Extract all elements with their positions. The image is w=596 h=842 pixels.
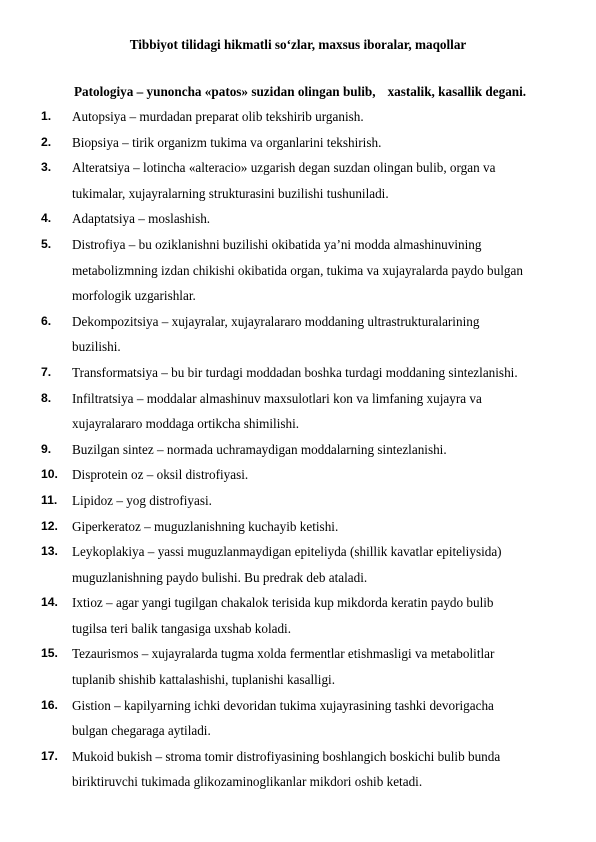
list-item [0,488,596,514]
list-item [0,514,596,540]
list-item-text-line: tugilsa teri balik tangasiga uxshab koladi. [72,620,292,636]
list-item-number: 16. [41,697,58,712]
list-item [0,539,596,590]
document-title: Tibbiyot tilidagi hikmatli so‘zlar, maxsus iboralar, maqollar [129,37,467,52]
list-item-text-line: biriktiruvchi tukimada glikozaminoglikanlar mikdori oshib ketadi. [72,774,423,790]
list-item [0,104,596,130]
list-item [0,360,596,386]
subtitle-part-1: Patologiya – yunoncha «patos» suzidan olingan bulib, [74,84,376,99]
list-item [0,744,596,795]
list-item-number: 17. [41,748,58,763]
document-subtitle [74,84,526,100]
list-item [0,693,596,744]
list-item-number: 3. [41,160,52,175]
list-item [0,232,596,309]
list-item-text-line: Giperkeratoz – muguzlanishning kuchayib ketishi. [72,518,339,534]
list-item [0,590,596,641]
list-item-number: 15. [41,646,58,661]
list-item-number: 10. [41,467,58,482]
list-item-text-line: muguzlanishning paydo bulishi. Bu predrak deb ataladi. [72,569,368,585]
list-item-text-line: Gistion – kapilyarning ichki devoridan tukima xujayrasining tashki devorigacha [72,697,494,713]
list-item-text-line: Infiltratsiya – moddalar almashinuv maxsulotlari kon va limfaning xujayra va [72,390,482,406]
list-item [0,386,596,437]
list-item [0,462,596,488]
list-item-number: 11. [41,492,58,507]
list-item-text-line: Buzilgan sintez – normada uchramaydigan moddalarning sintezlanishi. [72,441,447,457]
list-item-number: 13. [41,544,58,559]
list-item-text-line: Leykoplakiya – yassi muguzlanmaydigan epiteliyda (shillik kavatlar epiteliysida) [72,544,502,560]
list-item-text-line: metabolizmning izdan chikishi okibatida organ, tukima va xujayralarda paydo bulgan [72,262,523,278]
list-item [0,206,596,232]
list-item [0,130,596,156]
list-item-text-line: Tezaurismos – xujayralarda tugma xolda fermentlar etishmasligi va metabolitlar [72,646,495,662]
list-item-number: 12. [41,518,58,533]
list-item-number: 8. [41,390,52,405]
list-item-text-line: xujayralararo moddaga ortikcha shimilishi. [72,416,300,432]
list-item-text-line: Dekompozitsiya – xujayralar, xujayralararo moddaning ultrastrukturalarining [72,313,480,329]
list-item-text-line: tuplanib shishib kattalashishi, tuplanishi kasalligi. [72,672,335,688]
list-item-number: 7. [41,364,52,379]
list-item-text-line: buzilishi. [72,339,121,355]
subtitle-part-2: xastalik, kasallik degani. [387,84,527,99]
list-item-text-line: Autopsiya – murdadan preparat olib tekshirib urganish. [72,109,364,124]
list-item [0,309,596,360]
list-item-text-line: Biopsiya – tirik organizm tukima va organlarini tekshirish. [72,134,382,150]
list-item-text-line: Disprotein oz – oksil distrofiyasi. [72,467,249,483]
list-item [0,641,596,692]
list-item-text-line: Distrofiya – bu oziklanishni buzilishi okibatida ya’ni modda almashinuvining [72,236,482,252]
list-item-number: 5. [41,236,52,251]
list-item-number: 9. [41,441,52,456]
list-item-text-line: Transformatsiya – bu bir turdagi moddadan boshka turdagi moddaning sintezlanishi. [72,364,518,380]
list-item-number: 14. [41,595,58,610]
list-item-text-line: Ixtioz – agar yangi tugilgan chakalok terisida kup mikdorda keratin paydo bulib [72,595,494,611]
list-item-text-line: Mukoid bukish – stroma tomir distrofiyasining boshlangich boskichi bulib bunda [72,748,501,764]
list-item-number: 1. [41,109,52,123]
list-item-text-line: Lipidoz – yog distrofiyasi. [72,492,212,508]
list-item-number: 6. [41,313,52,328]
list-item-text-line: Alteratsiya – lotincha «alteracio» uzgarish degan suzdan olingan bulib, organ va [72,160,496,176]
list-item-text-line: morfologik uzgarishlar. [72,288,196,304]
list-item-number: 4. [41,211,52,226]
term-list [0,104,596,795]
list-item-text-line: bulgan chegaraga aytiladi. [72,723,211,739]
list-item [0,155,596,206]
list-item-text-line: Adaptatsiya – moslashish. [72,211,211,227]
list-item-text-line: tukimalar, xujayralarning strukturasini buzilishi tushuniladi. [72,185,389,201]
list-item [0,437,596,463]
list-item-number: 2. [41,134,52,149]
